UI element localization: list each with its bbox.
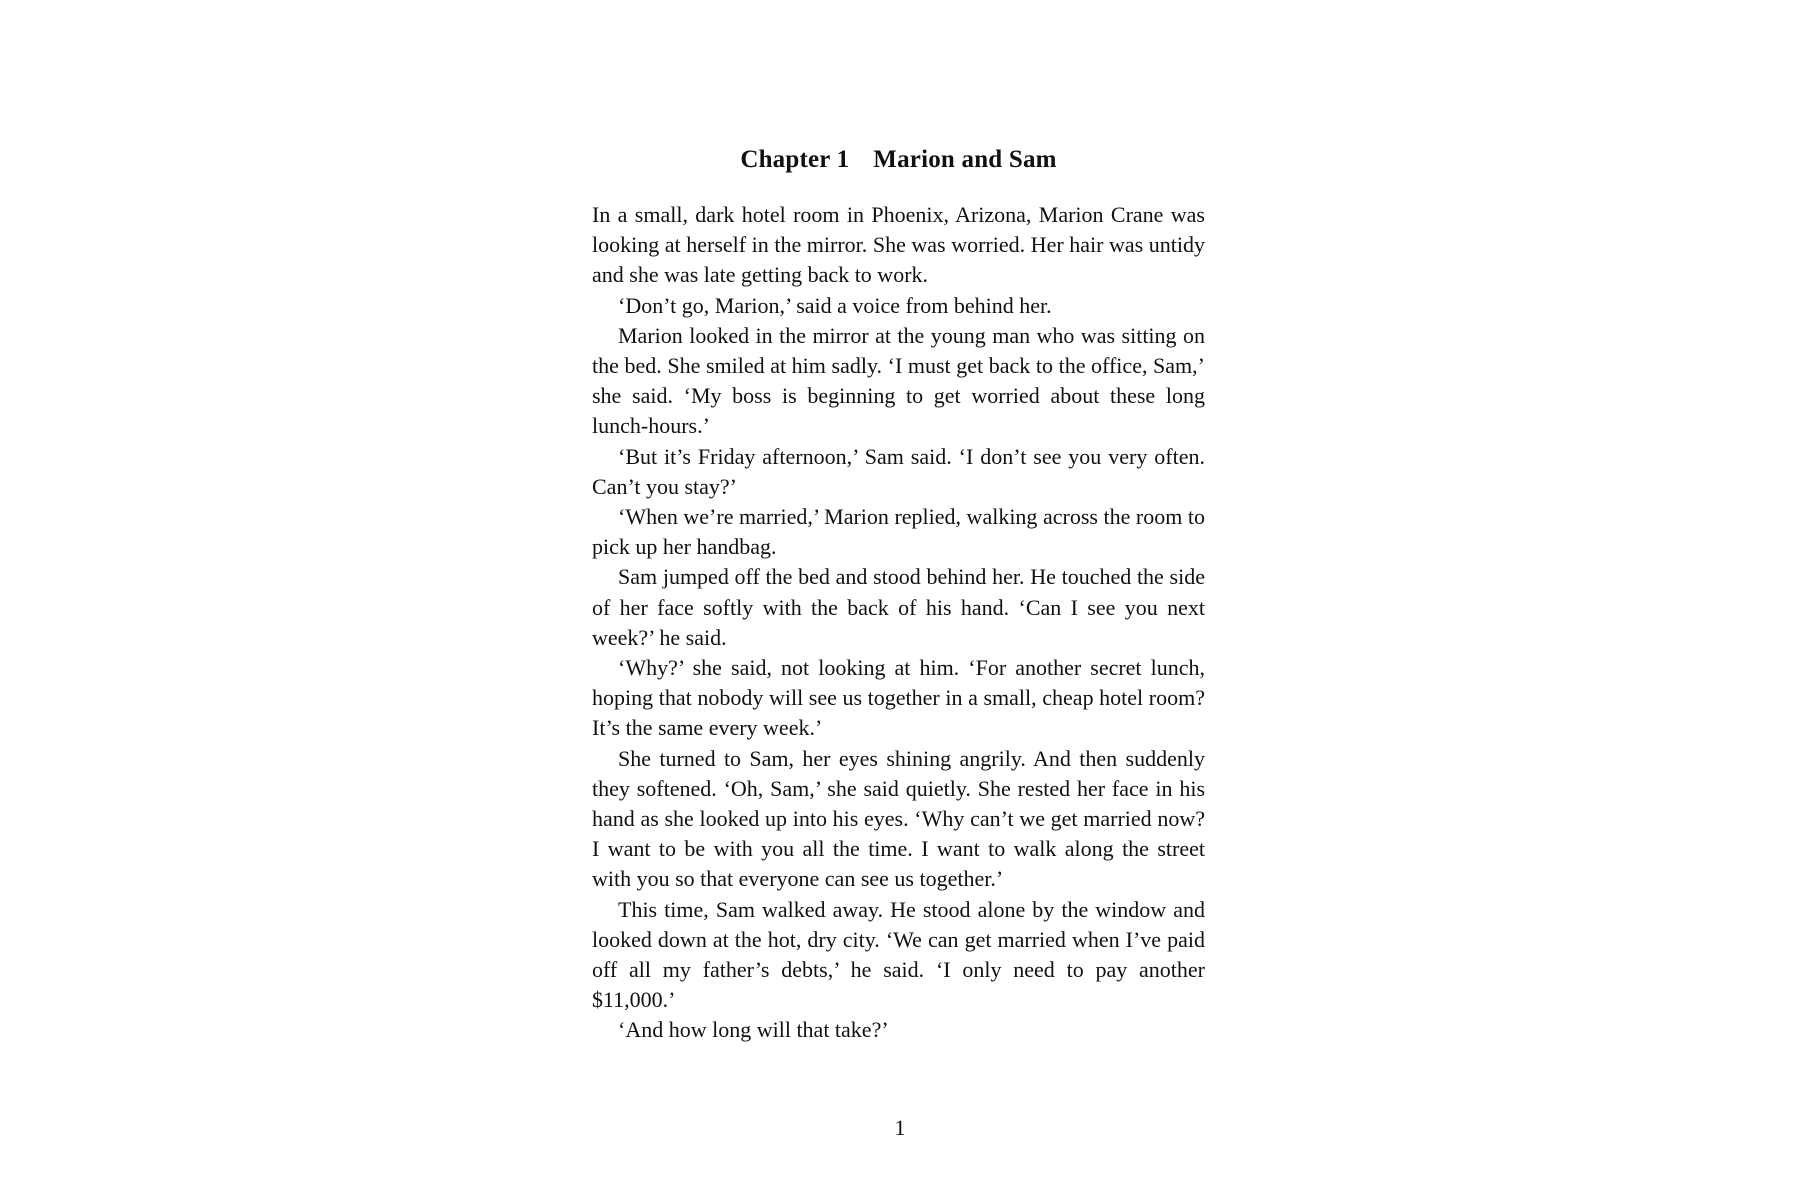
page-number: 1 xyxy=(894,1115,906,1140)
paragraph: ‘And how long will that take?’ xyxy=(618,1017,889,1043)
paragraph: In a small, dark hotel room in Phoenix, Arizona, Marion Crane was looking at herself in the mirror. She was worried. Her hair was untidy and she was late getting back to work. xyxy=(592,202,1205,288)
paragraph: ‘When we’re married,’ Marion replied, walking across the room to pick up her handbag. xyxy=(592,504,1205,560)
paragraph: ‘Why?’ she said, not looking at him. ‘For another secret lunch, hoping that nobody will see us together in a small, cheap hotel room? It’s the same every week.’ xyxy=(592,655,1205,741)
chapter-body xyxy=(592,200,1205,1046)
paragraph: ‘Don’t go, Marion,’ said a voice from behind her. xyxy=(618,292,1052,318)
book-page xyxy=(592,140,1205,1046)
paragraph: Marion looked in the mirror at the young man who was sitting on the bed. She smiled at him sadly. ‘I must get back to the office, Sam,’ she said. ‘My boss is beginning to get worried about these long lunch-hours.’ xyxy=(592,322,1205,439)
paragraph: This time, Sam walked away. He stood alone by the window and looked down at the hot, dry city. ‘We can get married when I’ve paid off all my father’s debts,’ he said. ‘I only need to pay another $11,000.’ xyxy=(592,896,1205,1013)
paragraph: ‘But it’s Friday afternoon,’ Sam said. ‘I don’t see you very often. Can’t you stay?’ xyxy=(592,443,1205,499)
chapter-title: Marion and Sam xyxy=(873,146,1057,173)
chapter-heading xyxy=(592,140,1205,180)
paragraph: Sam jumped off the bed and stood behind her. He touched the side of her face softly with the back of his hand. ‘Can I see you next week?’ he said. xyxy=(592,564,1205,650)
chapter-number: Chapter 1 xyxy=(740,146,850,173)
paragraph: She turned to Sam, her eyes shining angrily. And then suddenly they softened. ‘Oh, Sam,’ she said quietly. She rested her face in his hand as she looked up into his eyes. ‘Why can’t we get married now? I want to be with you all the time. I want to walk along the street with you so that everyone can see us together.’ xyxy=(592,745,1205,892)
